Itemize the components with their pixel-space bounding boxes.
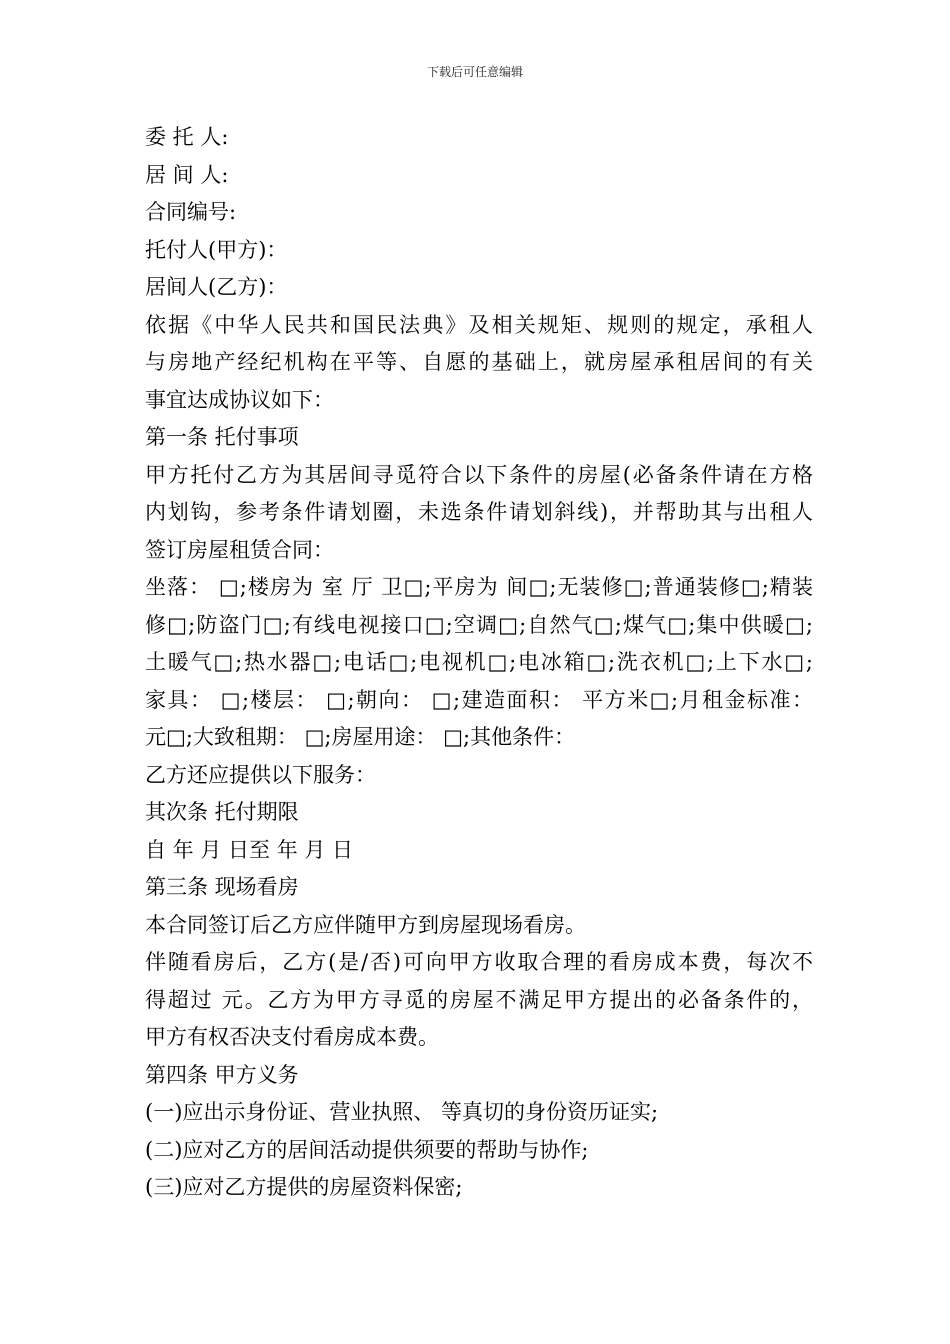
line-term-dates: 自 年 月 日至 年 月 日 bbox=[145, 837, 354, 862]
line-conditions-4: 家具： □;楼层： □;朝向： □;建造面积： 平方米□;月租金标准： bbox=[145, 687, 813, 712]
heading-article-1: 第一条 托付事项 bbox=[145, 425, 299, 449]
line-article-1-p2: 内划钩，参考条件请划圈，未选条件请划斜线)，并帮助其与出租人 bbox=[145, 500, 813, 524]
line-preamble-3: 事宜达成协议如下： bbox=[145, 387, 334, 412]
line-duty-1: (一)应出示身份证、营业执照、 等真切的身份资历证实; bbox=[145, 1100, 659, 1124]
line-preamble-1: 依据《中华人民共和国民法典》及相关规矩、规则的规定，承租人 bbox=[145, 312, 813, 337]
line-extra-services: 乙方还应提供以下服务： bbox=[145, 762, 376, 787]
heading-article-3: 第三条 现场看房 bbox=[145, 875, 299, 899]
line-contract-number: 合同编号: bbox=[145, 200, 237, 224]
line-conditions-3: 土暖气□;热水器□;电话□;电视机□;电冰箱□;洗衣机□;上下水□; bbox=[145, 650, 813, 674]
document-body bbox=[145, 119, 813, 1207]
line-article-3-p4: 甲方有权否决支付看房成本费。 bbox=[145, 1025, 439, 1049]
line-conditions-2: 修□;防盗门□;有线电视接口□;空调□;自然气□;煤气□;集中供暖□; bbox=[145, 612, 813, 637]
line-article-1-p3: 签订房屋租赁合同： bbox=[145, 537, 334, 562]
line-duty-2: (二)应对乙方的居间活动提供须要的帮助与协作; bbox=[145, 1137, 589, 1162]
heading-article-4: 第四条 甲方义务 bbox=[145, 1062, 299, 1087]
line-preamble-2: 与房地产经纪机构在平等、自愿的基础上，就房屋承租居间的有关 bbox=[145, 350, 813, 374]
line-article-1-p1: 甲方托付乙方为其居间寻觅符合以下条件的房屋(必备条件请在方格 bbox=[145, 462, 813, 487]
line-article-3-p3: 得超过 元。乙方为甲方寻觅的房屋不满足甲方提出的必备条件的， bbox=[145, 987, 813, 1012]
line-conditions-5: 元□;大致租期： □;房屋用途： □;其他条件： bbox=[145, 725, 576, 749]
line-party-b: 居间人(乙方)： bbox=[145, 275, 288, 299]
line-article-3-p2: 伴随看房后，乙方(是/否)可向甲方收取合理的看房成本费，每次不 bbox=[145, 950, 813, 974]
page-header: 下载后可任意编辑 bbox=[426, 65, 523, 79]
line-conditions-1: 坐落： □;楼房为 室 厅 卫□;平房为 间□;无装修□;普通装修□;精装 bbox=[145, 575, 813, 599]
line-intermediary: 居 间 人: bbox=[145, 162, 229, 187]
line-article-3-p1: 本合同签订后乙方应伴随甲方到房屋现场看房。 bbox=[145, 912, 586, 937]
line-duty-3: (三)应对乙方提供的房屋资料保密; bbox=[145, 1175, 463, 1199]
heading-article-2: 其次条 托付期限 bbox=[145, 800, 299, 824]
line-entrusting-party: 委 托 人: bbox=[145, 125, 229, 149]
line-party-a: 托付人(甲方)： bbox=[145, 237, 288, 262]
